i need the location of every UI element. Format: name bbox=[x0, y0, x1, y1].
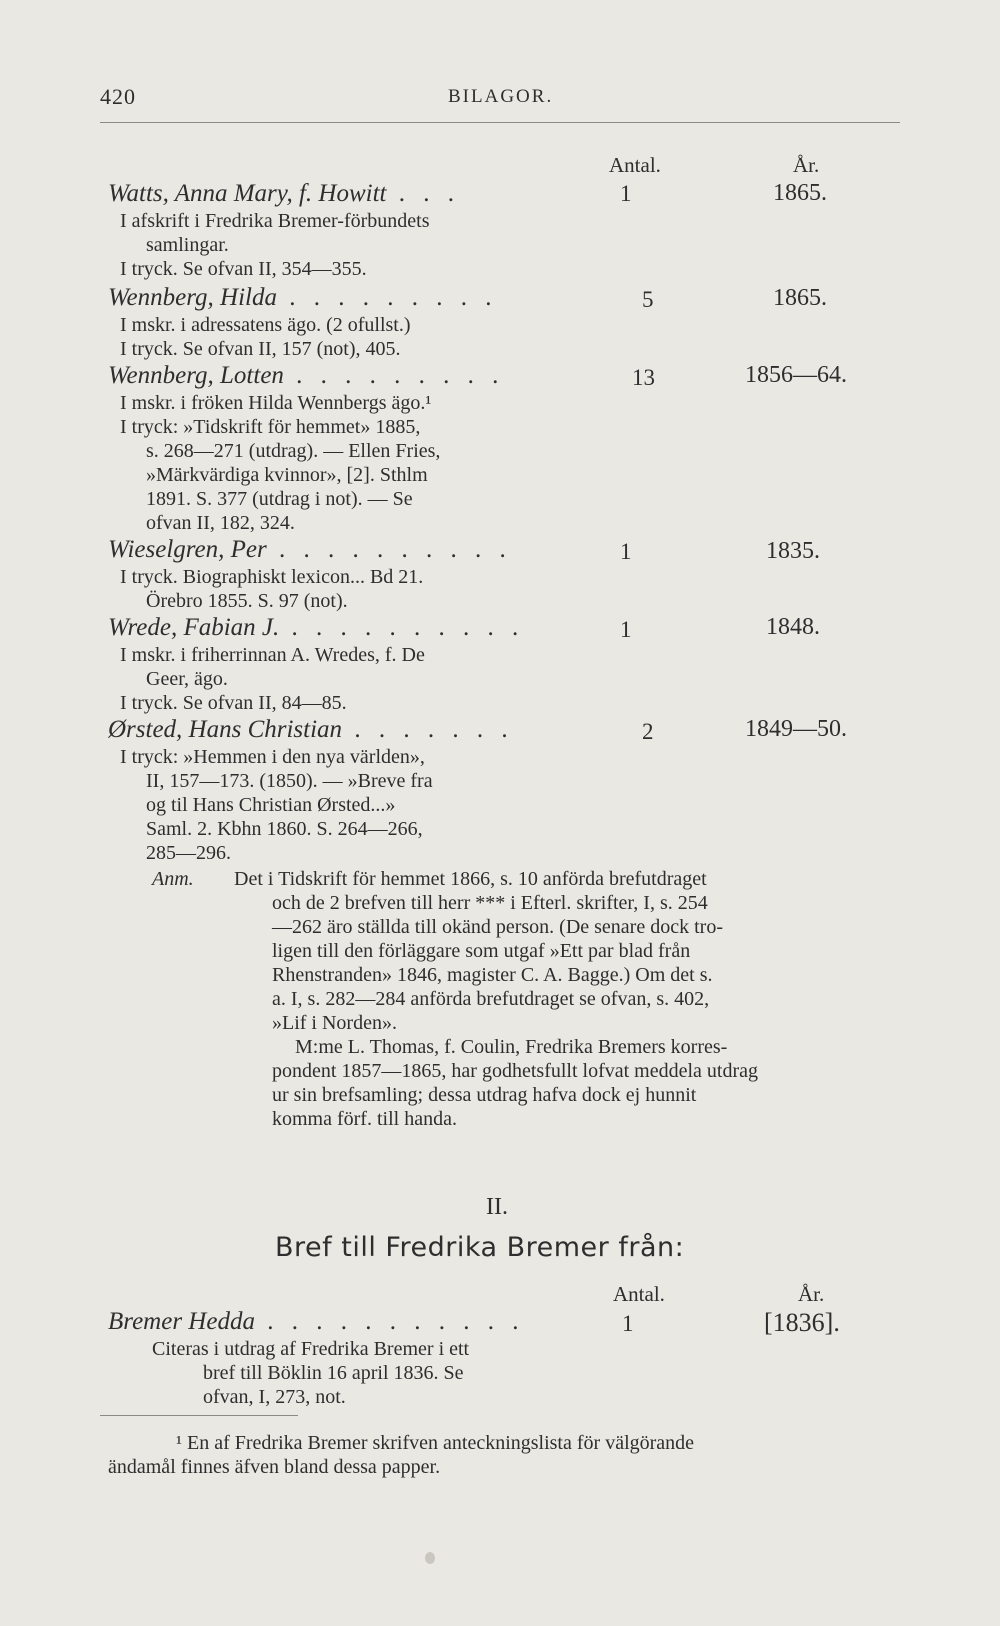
entry-antal: 1 bbox=[620, 181, 632, 206]
entry-year: 1849—50. bbox=[745, 716, 847, 742]
note-line: och de 2 brefven till herr *** i Efterl. skrifter, I, s. 254 bbox=[272, 892, 708, 914]
entry-line: I tryck: »Hemmen i den nya världen», bbox=[120, 746, 425, 768]
entry-line: ofvan II, 182, 324. bbox=[146, 512, 295, 534]
note-line: Det i Tidskrift för hemmet 1866, s. 10 anförda brefutdraget bbox=[234, 868, 707, 890]
entry-name bbox=[108, 716, 514, 744]
page-number: 420 bbox=[100, 84, 136, 109]
entry-name-text: Wieselgren, Per bbox=[108, 536, 267, 563]
entry-line: 285—296. bbox=[146, 842, 231, 864]
entry-line: Geer, ägo. bbox=[146, 668, 228, 690]
note-line: pondent 1857—1865, har godhetsfullt lofvat meddela utdrag bbox=[272, 1060, 759, 1082]
entry-line: I tryck: »Tidskrift för hemmet» 1885, bbox=[120, 416, 421, 438]
entry-name-text: Wrede, Fabian J. bbox=[108, 614, 280, 641]
entry-line: ofvan, I, 273, not. bbox=[203, 1386, 346, 1408]
entry-line: »Märkvärdiga kvinnor», [2]. Sthlm bbox=[146, 464, 428, 486]
footnote-rule bbox=[100, 1415, 298, 1416]
leader-dots: . . . bbox=[386, 180, 461, 207]
entry-name bbox=[108, 180, 460, 208]
entry-year: 1865. bbox=[773, 180, 827, 206]
note-line: —262 äro ställda till okänd person. (De senare dock tro- bbox=[272, 916, 723, 938]
note-label: Anm. bbox=[152, 868, 194, 890]
entry-line: Saml. 2. Kbhn 1860. S. 264—266, bbox=[146, 818, 423, 840]
entry-line: I tryck. Se ofvan II, 354—355. bbox=[120, 258, 367, 280]
entry-line: 1891. S. 377 (utdrag i not). — Se bbox=[146, 488, 413, 510]
entry-name bbox=[108, 1308, 524, 1336]
entry-year: [1836]. bbox=[764, 1308, 840, 1337]
column-head-ar: År. bbox=[793, 153, 820, 177]
note-line: ligen till den förläggare som utgaf »Ett par blad från bbox=[272, 940, 691, 962]
entry-line: I tryck. Se ofvan II, 84—85. bbox=[120, 692, 347, 714]
entry-name bbox=[108, 284, 497, 312]
entry-line: I mskr. i fröken Hilda Wennbergs ägo.¹ bbox=[120, 392, 432, 414]
column-head-ar: År. bbox=[798, 1282, 825, 1306]
entry-line: Örebro 1855. S. 97 (not). bbox=[146, 590, 348, 612]
leader-dots: . . . . . . . . . . . bbox=[254, 1308, 525, 1335]
leader-dots: . . . . . . . . . bbox=[276, 284, 498, 311]
entry-name bbox=[108, 362, 504, 390]
entry-antal: 2 bbox=[642, 719, 654, 744]
entry-antal: 1 bbox=[620, 617, 632, 642]
footnote-line: ändamål finnes äfven bland dessa papper. bbox=[108, 1456, 441, 1478]
entry-line: bref till Böklin 16 april 1836. Se bbox=[203, 1362, 464, 1384]
entry-name bbox=[108, 536, 512, 564]
entry-line: og til Hans Christian Ørsted...» bbox=[146, 794, 396, 816]
entry-name-text: Wennberg, Hilda bbox=[108, 284, 277, 311]
section-title: Bref till Fredrika Bremer från: bbox=[275, 1232, 685, 1263]
entry-line: I mskr. i adressatens ägo. (2 ofullst.) bbox=[120, 314, 411, 336]
leader-dots: . . . . . . . . . bbox=[283, 362, 505, 389]
note-line: M:me L. Thomas, f. Coulin, Fredrika Bremers korres- bbox=[295, 1036, 728, 1058]
entry-antal: 13 bbox=[632, 365, 655, 390]
entry-year: 1848. bbox=[766, 614, 820, 640]
entry-line: I tryck. Biographiskt lexicon... Bd 21. bbox=[120, 566, 424, 588]
note-line: komma förf. till handa. bbox=[272, 1108, 457, 1130]
section-numeral: II. bbox=[486, 1194, 508, 1220]
entry-line: s. 268—271 (utdrag). — Ellen Fries, bbox=[146, 440, 441, 462]
entry-year: 1865. bbox=[773, 285, 827, 311]
footnote-line: ¹ En af Fredrika Bremer skrifven anteckningslista för välgörande bbox=[176, 1432, 695, 1454]
leader-dots: . . . . . . . . . . bbox=[279, 614, 525, 641]
entry-name bbox=[108, 614, 524, 642]
entry-name-text: Wennberg, Lotten bbox=[108, 362, 284, 389]
note-line: a. I, s. 282—284 anförda brefutdraget se ofvan, s. 402, bbox=[272, 988, 710, 1010]
entry-line: II, 157—173. (1850). — »Breve fra bbox=[146, 770, 433, 792]
entry-year: 1835. bbox=[766, 538, 820, 564]
entry-line: I afskrift i Fredrika Bremer-förbundets bbox=[120, 210, 430, 232]
entry-line: Citeras i utdrag af Fredrika Bremer i ett bbox=[152, 1338, 470, 1360]
column-head-antal: Antal. bbox=[609, 153, 661, 177]
entry-line: I mskr. i friherrinnan A. Wredes, f. De bbox=[120, 644, 425, 666]
entry-antal: 1 bbox=[620, 539, 632, 564]
leader-dots: . . . . . . . bbox=[342, 716, 514, 743]
entry-name-text: Ørsted, Hans Christian bbox=[108, 716, 343, 743]
entry-year: 1856—64. bbox=[745, 362, 847, 388]
note-line: »Lif i Norden». bbox=[272, 1012, 397, 1034]
entry-name-text: Bremer Hedda bbox=[108, 1308, 255, 1335]
running-title: BILAGOR. bbox=[448, 86, 554, 107]
note-line: ur sin brefsamling; dessa utdrag hafva dock ej hunnit bbox=[272, 1084, 697, 1106]
paper-stain bbox=[425, 1552, 435, 1564]
entry-antal: 5 bbox=[642, 287, 654, 312]
entry-antal: 1 bbox=[622, 1311, 634, 1336]
leader-dots: . . . . . . . . . . bbox=[266, 536, 512, 563]
entry-name-text: Watts, Anna Mary, f. Howitt bbox=[108, 180, 387, 207]
column-head-antal: Antal. bbox=[613, 1282, 665, 1306]
entry-line: samlingar. bbox=[146, 234, 229, 256]
note-line: Rhenstranden» 1846, magister C. A. Bagge.) Om det s. bbox=[272, 964, 713, 986]
entry-line: I tryck. Se ofvan II, 157 (not), 405. bbox=[120, 338, 401, 360]
header-rule bbox=[100, 122, 900, 123]
